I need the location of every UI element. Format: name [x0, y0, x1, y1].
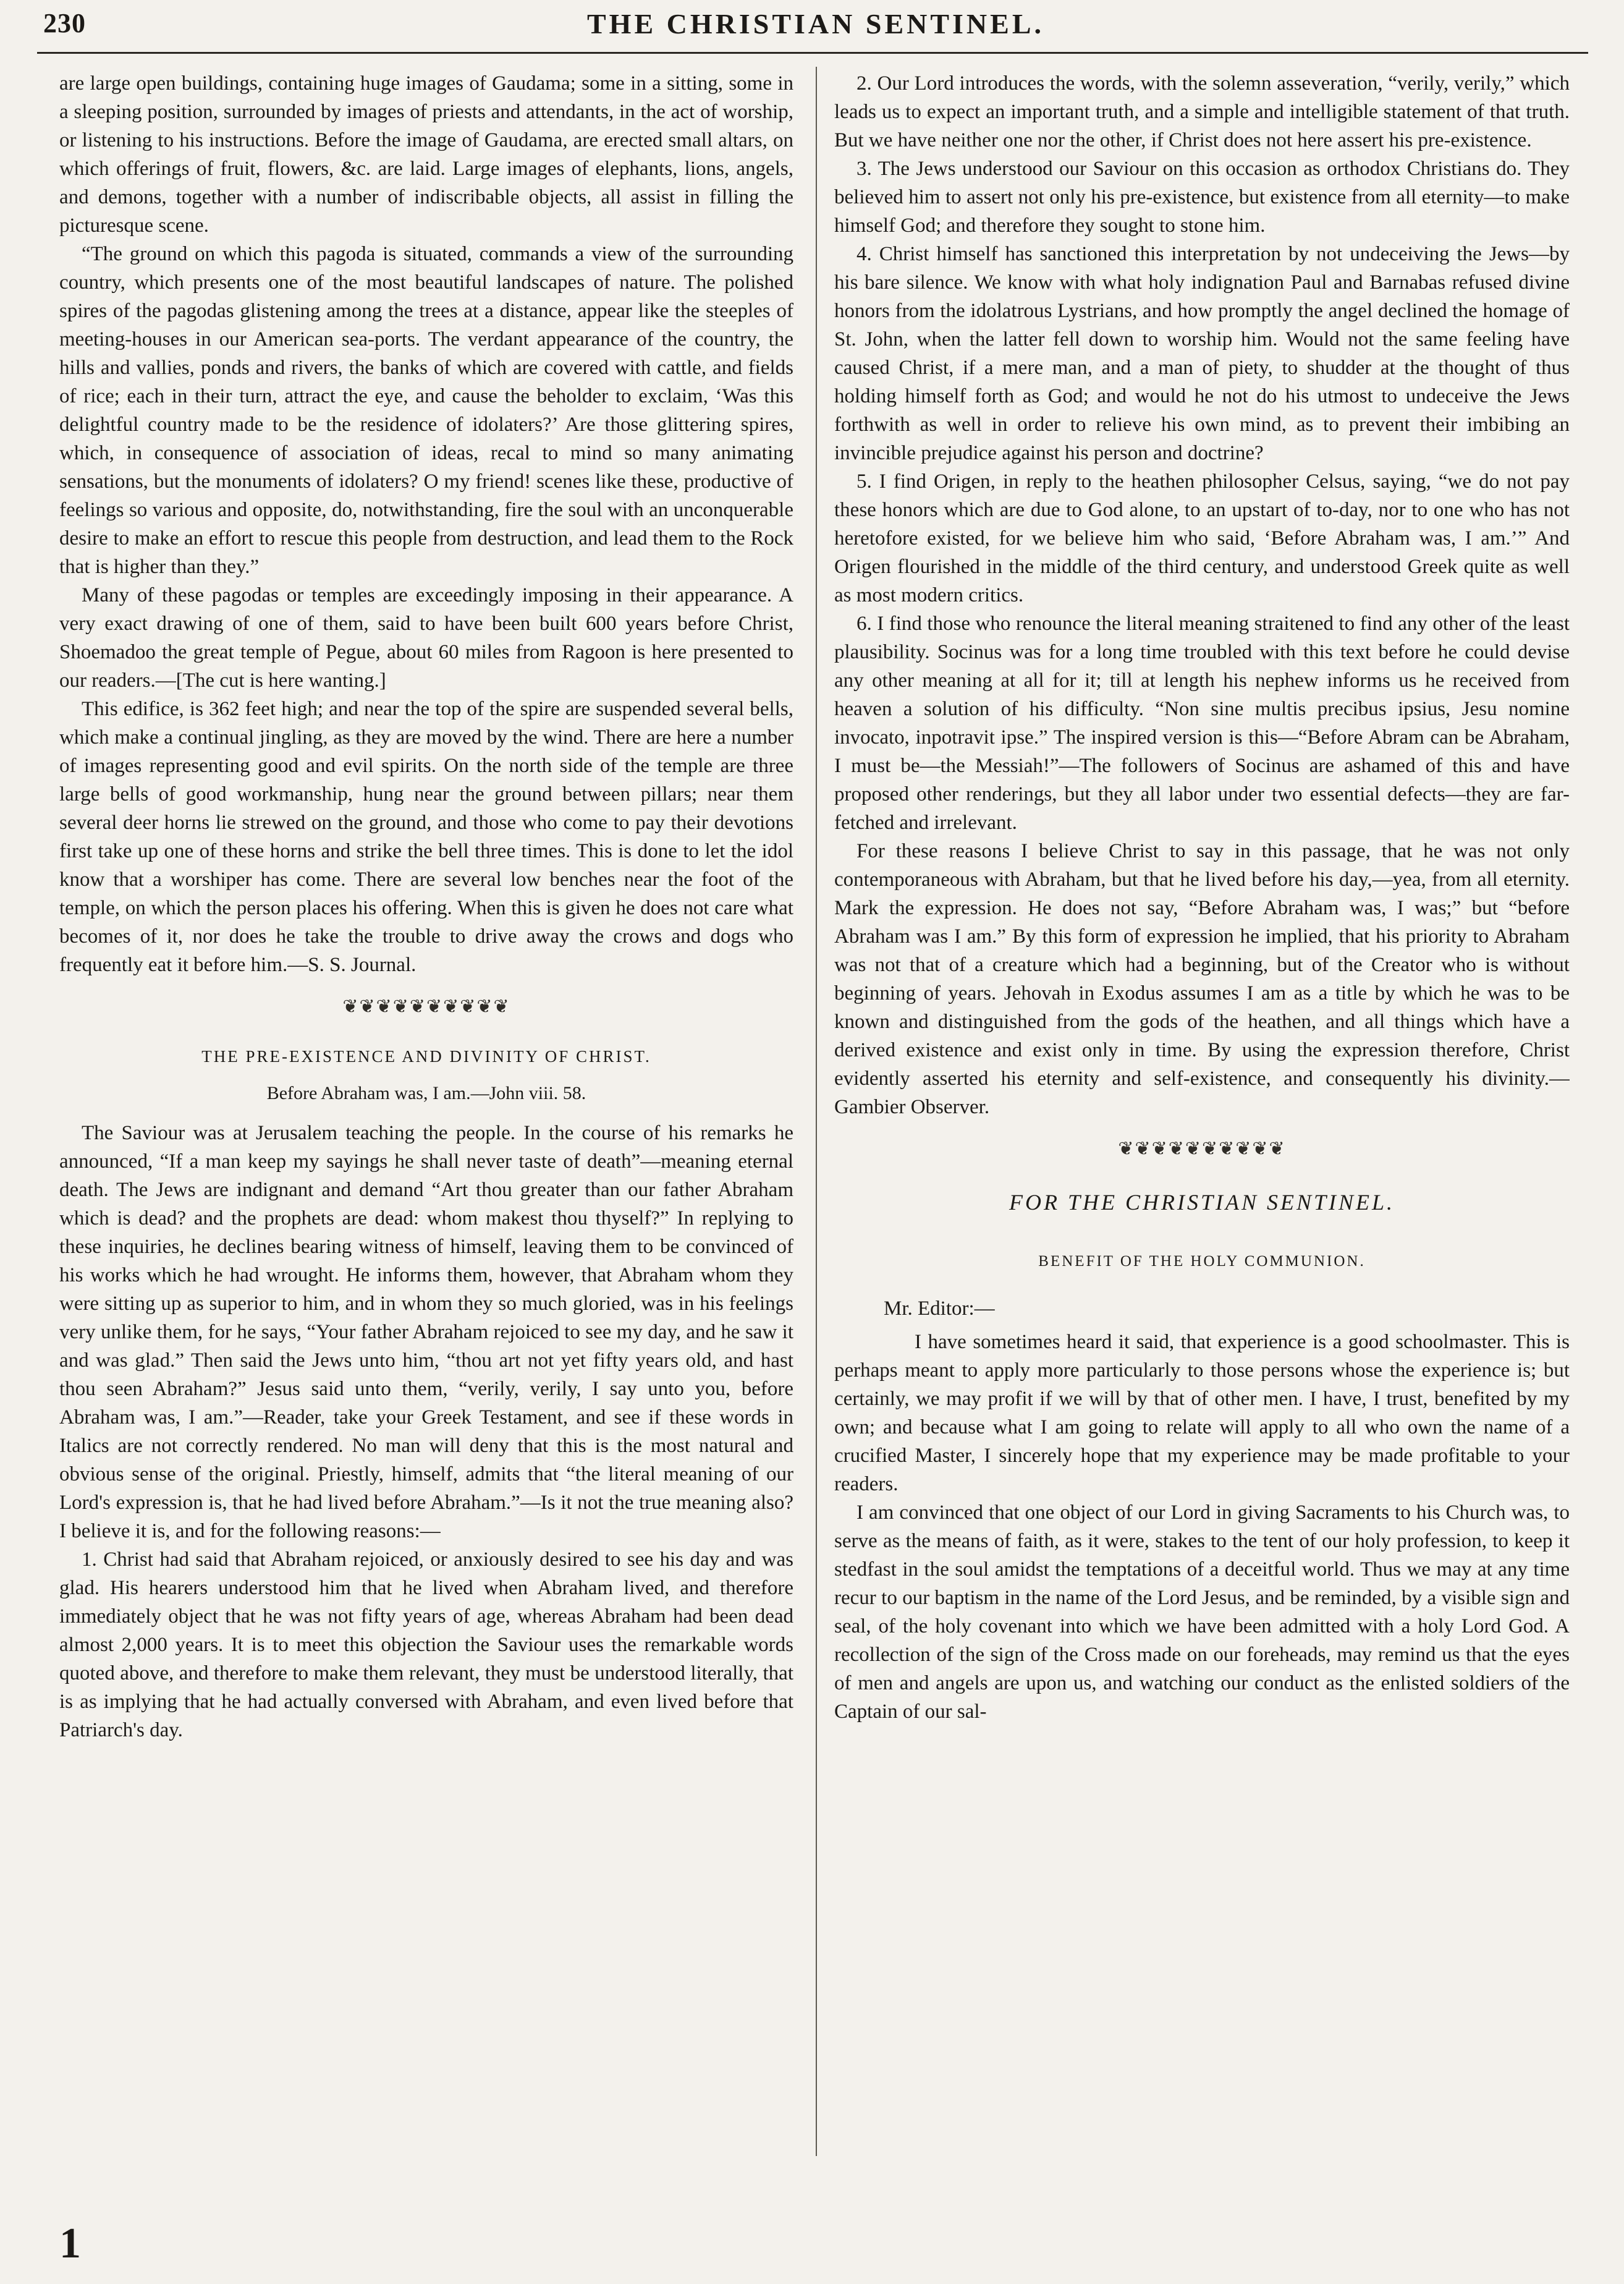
header-rule: [37, 52, 1588, 54]
paragraph: 3. The Jews understood our Saviour on this occasion as orthodox Christians do. They believed him to assert not only his pre-existence, but existence from all eternity—to make himself God; and therefore they sought to stone him.: [834, 158, 1570, 237]
corner-mark: 1: [59, 2220, 81, 2267]
paragraph: I have sometimes heard it said, that experience is a good schoolmaster. This is perhaps meant to apply more particularly to those persons whose the experience is; but certainly, we may profit if we will by that of other men. I have, I trust, benefited by my own; and because what I am going to relate will apply to all who own the name of a crucified Master, I sincerely hope that my experience may be made profitable to your readers.: [834, 1331, 1570, 1495]
page-number: 230: [43, 8, 86, 38]
letter-salutation: Mr. Editor:—: [884, 1297, 995, 1320]
right-column: [834, 69, 1570, 2183]
article-epigraph: Before Abraham was, I am.—John viii. 58.: [266, 1083, 586, 1103]
section-heading: FOR THE CHRISTIAN SENTINEL.: [1009, 1190, 1395, 1215]
paragraph: I am convinced that one object of our Lord in giving Sacraments to his Church was, to serve as the means of faith, as it were, stakes to the tent of our holy profession, to keep it stedfast in the soul amidst the temptations of a deceitful world. Thus we may at any time recur to our baptism in the name of the Lord Jesus, and be reminded, by a visible sign and seal, of the holy covenant into which we have been admitted with a holy Lord God. A recollection of the sign of the Cross made on our foreheads, may remind us that the eyes of men and angels are upon us, and watching our conduct as the enlisted soldiers of the Captain of our sal-: [834, 1501, 1570, 1723]
paragraph: 2. Our Lord introduces the words, with the solemn asseveration, “verily, verily,” which leads us to expect an important truth, and a simple and intelligible statement of that truth. But we have neither one nor the other, if Christ does not here assert his pre-existence.: [834, 72, 1570, 151]
page-header: [37, 5, 1594, 48]
paragraph: are large open buildings, containing huge images of Gaudama; some in a sitting, some in a sleeping position, surrounded by images of priests and attendants, in the act of worship, or listening to his instructions. Before the image of Gaudama, are erected small altars, on which offerings of fruit, flowers, &c. are laid. Large images of elephants, lions, angels, and demons, together with a number of indiscribable objects, all assist in filling the picturesque scene.: [59, 72, 793, 237]
letter-title: BENEFIT OF THE HOLY COMMUNION.: [1038, 1253, 1366, 1270]
paragraph: The Saviour was at Jerusalem teaching the people. In the course of his remarks he announced, “If a man keep my sayings he shall never taste of death”—meaning eternal death. The Jews are indignant and demand “Art thou greater than our father Abraham which is dead? and the prophets are dead: whom makest thou thyself?” In replying to these inquiries, he declines bearing witness of himself, leaving them to be convinced of his works which he had wrought. He informs them, however, that Abraham whom they were sitting up as superior to him, and in whom they so much gloried, was in his feelings very unlike them, for he says, “Your father Abraham rejoiced to see my day, and he saw it and was glad.” Then said the Jews unto him, “thou art not yet fifty years old, and hast thou seen Abraham?” Jesus said unto them, “verily, verily, I say unto you, before Abraham was, I am.”—Reader, take your Greek Testament, and see if these words in Italics are not correctly rendered. No man will deny that this is the most natural and obvious sense of the original. Priestly, himself, admits that “the literal meaning of our Lord's expression is, that he had lived before Abraham.”—Is it not the true meaning also? I believe it is, and for the following reasons:—: [59, 1122, 793, 1542]
paragraph: For these reasons I believe Christ to say in this passage, that he was not only contemporaneous with Abraham, but that he lived before his day,—yea, from all eternity. Mark the expression. He does not say, “Before Abraham was, I was;” but “before Abraham was I am.” By this form of expression he implied, that his priority to Abraham was not that of a creature which had a beginning, but of the Creator who is without beginning of years. Jehovah in Exodus assumes I am as a title by which he was to be known and distinguished from the gods of the heathen, and all things which have a derived existence and exist only in time. By using the expression therefore, Christ evidently asserted his eternity and self-existence, and consequently his divinity.—Gambier Observer.: [834, 840, 1570, 1118]
paragraph: 6. I find those who renounce the literal meaning straitened to find any other of the least plausibility. Socinus was for a long time troubled with this text before he could devise any other meaning at all for it; till at length his nephew informs us he received from heaven a solution of his difficulty. “Non sine multis precibus ipsius, Jesu nomine invocato, inpotravit ipse.” The inspired version is this—“Before Abram can be Abraham, I must be—the Messiah!”—The followers of Socinus are ashamed of this and have proposed other renderings, but they all labor under two essential defects—they are far-fetched and irrelevant.: [834, 613, 1570, 834]
newspaper-title: THE CHRISTIAN SENTINEL.: [586, 8, 1045, 40]
article-title: THE PRE-EXISTENCE AND DIVINITY OF CHRIST.: [201, 1047, 651, 1066]
paragraph: This edifice, is 362 feet high; and near the top of the spire are suspended several bells, which make a continual jingling, as they are moved by the wind. There are here a number of images representing good and evil spirits. On the north side of the temple are three large bells of good workmanship, hung near the ground between pillars; near them several deer horns lie strewed on the ground, and those who come to pay their devotions first take up one of these horns and strike the bell three times. This is done to let the idol know that a worshiper has come. There are several low benches near the foot of the temple, on which the person places his offering. When this is given he does not care what becomes of it, nor does he take the trouble to drive away the crows and dogs who frequently eat it before him.—S. S. Journal.: [59, 698, 793, 976]
section-separator: ❦❦❦❦❦❦❦❦❦❦: [1118, 1139, 1286, 1159]
paragraph: Many of these pagodas or temples are exceedingly imposing in their appearance. A very exact drawing of one of them, said to have been built 600 years before Christ, Shoemadoo the great temple of Pegue, about 60 miles from Ragoon is here presented to our readers.—[The cut is here wanting.]: [59, 584, 793, 692]
section-separator: ❦❦❦❦❦❦❦❦❦❦: [342, 996, 510, 1017]
paragraph: 1. Christ had said that Abraham rejoiced, or anxiously desired to see his day and was glad. His hearers understood him that he lived when Abraham lived, and therefore immediately object that he was not fifty years of age, whereas Abraham had been dead almost 2,000 years. It is to meet this objection the Saviour uses the remarkable words quoted above, and therefore to make them relevant, they must be understood literally, that is as implying that he had actually conversed with Abraham, and even lived before that Patriarch's day.: [59, 1548, 793, 1741]
paragraph: “The ground on which this pagoda is situated, commands a view of the surrounding country, which presents one of the most beautiful landscapes of nature. The polished spires of the pagodas glistening among the trees at a distance, appear like the steeples of meeting-houses in our American sea-ports. The verdant appearance of the country, the hills and vallies, ponds and rivers, the banks of which are covered with cattle, and fields of rice; each in their turn, attract the eye, and cause the beholder to exclaim, ‘Was this delightful country made to be the residence of idolaters?’ Are those glittering spires, which, in consequence of association of ideas, recal to mind so many animating sensations, but the monuments of idolaters? O my friend! scenes like these, productive of feelings so various and opposite, do, notwithstanding, fire the soul with an unconquerable desire to make an effort to rescue this people from destruction, and lead them to the Rock that is higher than they.”: [59, 243, 793, 578]
left-column: [59, 69, 793, 2183]
column-divider: [816, 67, 817, 2156]
paragraph: 5. I find Origen, in reply to the heathen philosopher Celsus, saying, “we do not pay these honors which are due to God alone, to an upstart of to-day, nor to one who has not heretofore existed, for we believe him who said, ‘Before Abraham was, I am.’” And Origen flourished in the middle of the third century, and understood Greek quite as well as most modern critics.: [834, 470, 1570, 606]
paragraph: 4. Christ himself has sanctioned this interpretation by not undeceiving the Jews—by his bare silence. We know with what holy indignation Paul and Barnabas refused divine honors from the idolatrous Lystrians, and how promptly the angel declined the homage of St. John, when the latter fell down to worship him. Would not the same feeling have caused Christ, if a mere man, and a man of piety, to shudder at the thought of thus holding himself forth as God; and would he not do his utmost to undeceive the Jews forthwith as well in order to relieve his own mind, as to prevent their imbibing an invincible prejudice against his person and doctrine?: [834, 243, 1570, 464]
